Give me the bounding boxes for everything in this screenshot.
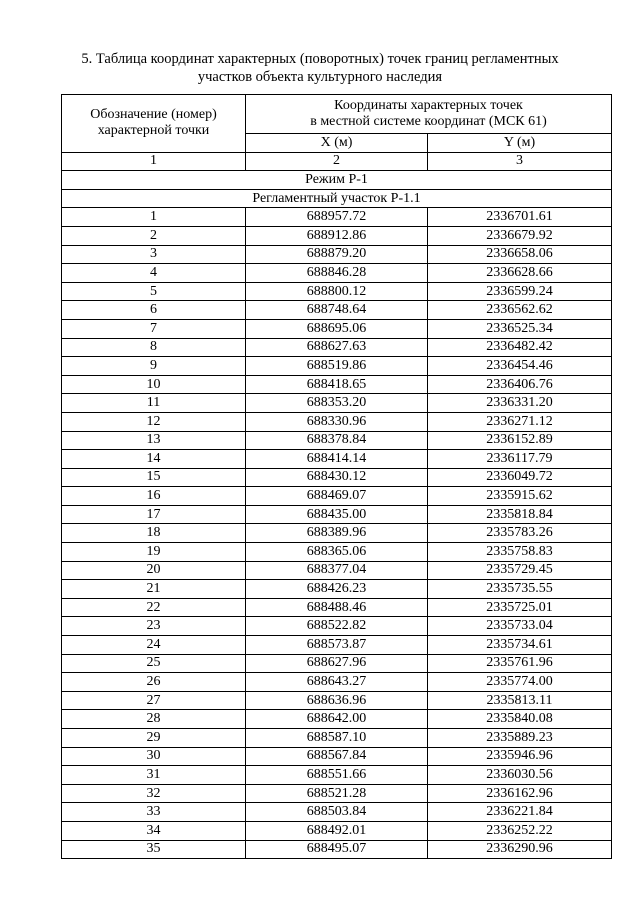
y-coordinate-cell: 2336406.76 — [428, 375, 612, 394]
y-coordinate-cell: 2335735.55 — [428, 580, 612, 599]
x-coordinate-cell: 688879.20 — [246, 245, 428, 264]
point-number-cell: 33 — [62, 803, 246, 822]
y-coordinate-cell: 2336628.66 — [428, 264, 612, 283]
y-coordinate-cell: 2335946.96 — [428, 747, 612, 766]
header-col-3: 3 — [428, 152, 612, 171]
x-coordinate-cell: 688414.14 — [246, 450, 428, 469]
y-coordinate-cell: 2336454.46 — [428, 357, 612, 376]
y-coordinate-cell: 2336049.72 — [428, 468, 612, 487]
coordinates-table — [61, 94, 612, 859]
table-row — [62, 357, 612, 376]
table-row — [62, 598, 612, 617]
y-coordinate-cell: 2335758.83 — [428, 543, 612, 562]
y-coordinate-cell: 2336562.62 — [428, 301, 612, 320]
point-number-cell: 11 — [62, 394, 246, 413]
x-coordinate-cell: 688378.84 — [246, 431, 428, 450]
y-coordinate-cell: 2335818.84 — [428, 505, 612, 524]
y-coordinate-cell: 2335783.26 — [428, 524, 612, 543]
point-number-cell: 17 — [62, 505, 246, 524]
table-row — [62, 264, 612, 283]
point-number-cell: 4 — [62, 264, 246, 283]
x-coordinate-cell: 688800.12 — [246, 282, 428, 301]
table-row — [62, 654, 612, 673]
title-line-2: участков объекта культурного наследия — [197, 69, 443, 85]
table-row — [62, 840, 612, 859]
point-number-cell: 31 — [62, 766, 246, 785]
table-row — [62, 431, 612, 450]
x-coordinate-cell: 688426.23 — [246, 580, 428, 599]
point-number-cell: 23 — [62, 617, 246, 636]
point-number-cell: 20 — [62, 561, 246, 580]
x-coordinate-cell: 688846.28 — [246, 264, 428, 283]
x-coordinate-cell: 688365.06 — [246, 543, 428, 562]
point-number-cell: 18 — [62, 524, 246, 543]
table-row — [62, 691, 612, 710]
y-coordinate-cell: 2335774.00 — [428, 673, 612, 692]
y-coordinate-cell: 2336599.24 — [428, 282, 612, 301]
x-coordinate-cell: 688567.84 — [246, 747, 428, 766]
point-number-cell: 7 — [62, 319, 246, 338]
table-row — [62, 710, 612, 729]
table-row — [62, 375, 612, 394]
header-coordinates — [246, 95, 612, 134]
x-coordinate-cell: 688551.66 — [246, 766, 428, 785]
y-coordinate-cell: 2335733.04 — [428, 617, 612, 636]
table-row — [62, 338, 612, 357]
table-row — [62, 636, 612, 655]
point-number-cell: 21 — [62, 580, 246, 599]
table-row — [62, 468, 612, 487]
point-number-cell: 34 — [62, 821, 246, 840]
table-row — [62, 450, 612, 469]
x-coordinate-cell: 688748.64 — [246, 301, 428, 320]
y-coordinate-cell: 2336525.34 — [428, 319, 612, 338]
header-y: Y (м) — [428, 134, 612, 153]
y-coordinate-cell: 2336271.12 — [428, 412, 612, 431]
x-coordinate-cell: 688957.72 — [246, 208, 428, 227]
y-coordinate-cell: 2335729.45 — [428, 561, 612, 580]
x-coordinate-cell: 688492.01 — [246, 821, 428, 840]
table-row — [62, 561, 612, 580]
y-coordinate-cell: 2336290.96 — [428, 840, 612, 859]
point-number-cell: 19 — [62, 543, 246, 562]
x-coordinate-cell: 688573.87 — [246, 636, 428, 655]
table-row — [62, 412, 612, 431]
y-coordinate-cell: 2336152.89 — [428, 431, 612, 450]
table-body — [62, 208, 612, 859]
x-coordinate-cell: 688389.96 — [246, 524, 428, 543]
point-number-cell: 3 — [62, 245, 246, 264]
table-row — [62, 543, 612, 562]
point-number-cell: 30 — [62, 747, 246, 766]
x-coordinate-cell: 688469.07 — [246, 487, 428, 506]
x-coordinate-cell: 688695.06 — [246, 319, 428, 338]
y-coordinate-cell: 2336658.06 — [428, 245, 612, 264]
x-coordinate-cell: 688643.27 — [246, 673, 428, 692]
y-coordinate-cell: 2336221.84 — [428, 803, 612, 822]
y-coordinate-cell: 2335813.11 — [428, 691, 612, 710]
table-row — [62, 319, 612, 338]
table-row — [62, 821, 612, 840]
x-coordinate-cell: 688587.10 — [246, 729, 428, 748]
table-row — [62, 208, 612, 227]
header-col-2: 2 — [246, 152, 428, 171]
header-point-line-1: Обозначение (номер) — [90, 107, 217, 123]
table-row — [62, 617, 612, 636]
x-coordinate-cell: 688377.04 — [246, 561, 428, 580]
regime-row: Режим Р-1 — [62, 171, 612, 190]
point-number-cell: 12 — [62, 412, 246, 431]
point-number-cell: 28 — [62, 710, 246, 729]
table-row — [62, 729, 612, 748]
point-number-cell: 15 — [62, 468, 246, 487]
point-number-cell: 5 — [62, 282, 246, 301]
point-number-cell: 35 — [62, 840, 246, 859]
point-number-cell: 6 — [62, 301, 246, 320]
point-number-cell: 1 — [62, 208, 246, 227]
table-row — [62, 784, 612, 803]
table-row — [62, 282, 612, 301]
header-col-1: 1 — [62, 152, 246, 171]
x-coordinate-cell: 688495.07 — [246, 840, 428, 859]
x-coordinate-cell: 688430.12 — [246, 468, 428, 487]
point-number-cell: 24 — [62, 636, 246, 655]
x-coordinate-cell: 688435.00 — [246, 505, 428, 524]
point-number-cell: 8 — [62, 338, 246, 357]
header-coords-line-2: в местной системе координат (МСК 61) — [310, 114, 547, 129]
header-point-designation — [62, 95, 246, 153]
point-number-cell: 9 — [62, 357, 246, 376]
title-line-1: 5. Таблица координат характерных (поворотных) точек границ регламентных — [81, 51, 559, 67]
y-coordinate-cell: 2335889.23 — [428, 729, 612, 748]
table-row — [62, 487, 612, 506]
x-coordinate-cell: 688521.28 — [246, 784, 428, 803]
x-coordinate-cell: 688330.96 — [246, 412, 428, 431]
header-point-line-2: характерной точки — [97, 123, 210, 139]
point-number-cell: 10 — [62, 375, 246, 394]
y-coordinate-cell: 2335840.08 — [428, 710, 612, 729]
header-coords-line-1: Координаты характерных точек — [334, 98, 523, 113]
x-coordinate-cell: 688912.86 — [246, 226, 428, 245]
point-number-cell: 13 — [62, 431, 246, 450]
y-coordinate-cell: 2336331.20 — [428, 394, 612, 413]
point-number-cell: 16 — [62, 487, 246, 506]
table-row — [62, 803, 612, 822]
y-coordinate-cell: 2336252.22 — [428, 821, 612, 840]
table-row — [62, 245, 612, 264]
x-coordinate-cell: 688519.86 — [246, 357, 428, 376]
point-number-cell: 25 — [62, 654, 246, 673]
y-coordinate-cell: 2336679.92 — [428, 226, 612, 245]
table-title — [0, 50, 640, 86]
x-coordinate-cell: 688353.20 — [246, 394, 428, 413]
table-row — [62, 301, 612, 320]
header-x: X (м) — [246, 134, 428, 153]
point-number-cell: 22 — [62, 598, 246, 617]
y-coordinate-cell: 2336482.42 — [428, 338, 612, 357]
table-row — [62, 505, 612, 524]
y-coordinate-cell: 2336030.56 — [428, 766, 612, 785]
x-coordinate-cell: 688627.63 — [246, 338, 428, 357]
table-row — [62, 580, 612, 599]
y-coordinate-cell: 2335734.61 — [428, 636, 612, 655]
table-row — [62, 766, 612, 785]
table-row — [62, 394, 612, 413]
point-number-cell: 27 — [62, 691, 246, 710]
y-coordinate-cell: 2336701.61 — [428, 208, 612, 227]
y-coordinate-cell: 2335761.96 — [428, 654, 612, 673]
point-number-cell: 14 — [62, 450, 246, 469]
table-row — [62, 226, 612, 245]
x-coordinate-cell: 688488.46 — [246, 598, 428, 617]
x-coordinate-cell: 688418.65 — [246, 375, 428, 394]
point-number-cell: 2 — [62, 226, 246, 245]
x-coordinate-cell: 688503.84 — [246, 803, 428, 822]
point-number-cell: 32 — [62, 784, 246, 803]
x-coordinate-cell: 688636.96 — [246, 691, 428, 710]
table-row — [62, 747, 612, 766]
x-coordinate-cell: 688642.00 — [246, 710, 428, 729]
point-number-cell: 29 — [62, 729, 246, 748]
x-coordinate-cell: 688627.96 — [246, 654, 428, 673]
table-row — [62, 673, 612, 692]
section-row: Регламентный участок Р-1.1 — [62, 189, 612, 208]
y-coordinate-cell: 2335915.62 — [428, 487, 612, 506]
point-number-cell: 26 — [62, 673, 246, 692]
y-coordinate-cell: 2336162.96 — [428, 784, 612, 803]
table-row — [62, 524, 612, 543]
y-coordinate-cell: 2335725.01 — [428, 598, 612, 617]
y-coordinate-cell: 2336117.79 — [428, 450, 612, 469]
x-coordinate-cell: 688522.82 — [246, 617, 428, 636]
